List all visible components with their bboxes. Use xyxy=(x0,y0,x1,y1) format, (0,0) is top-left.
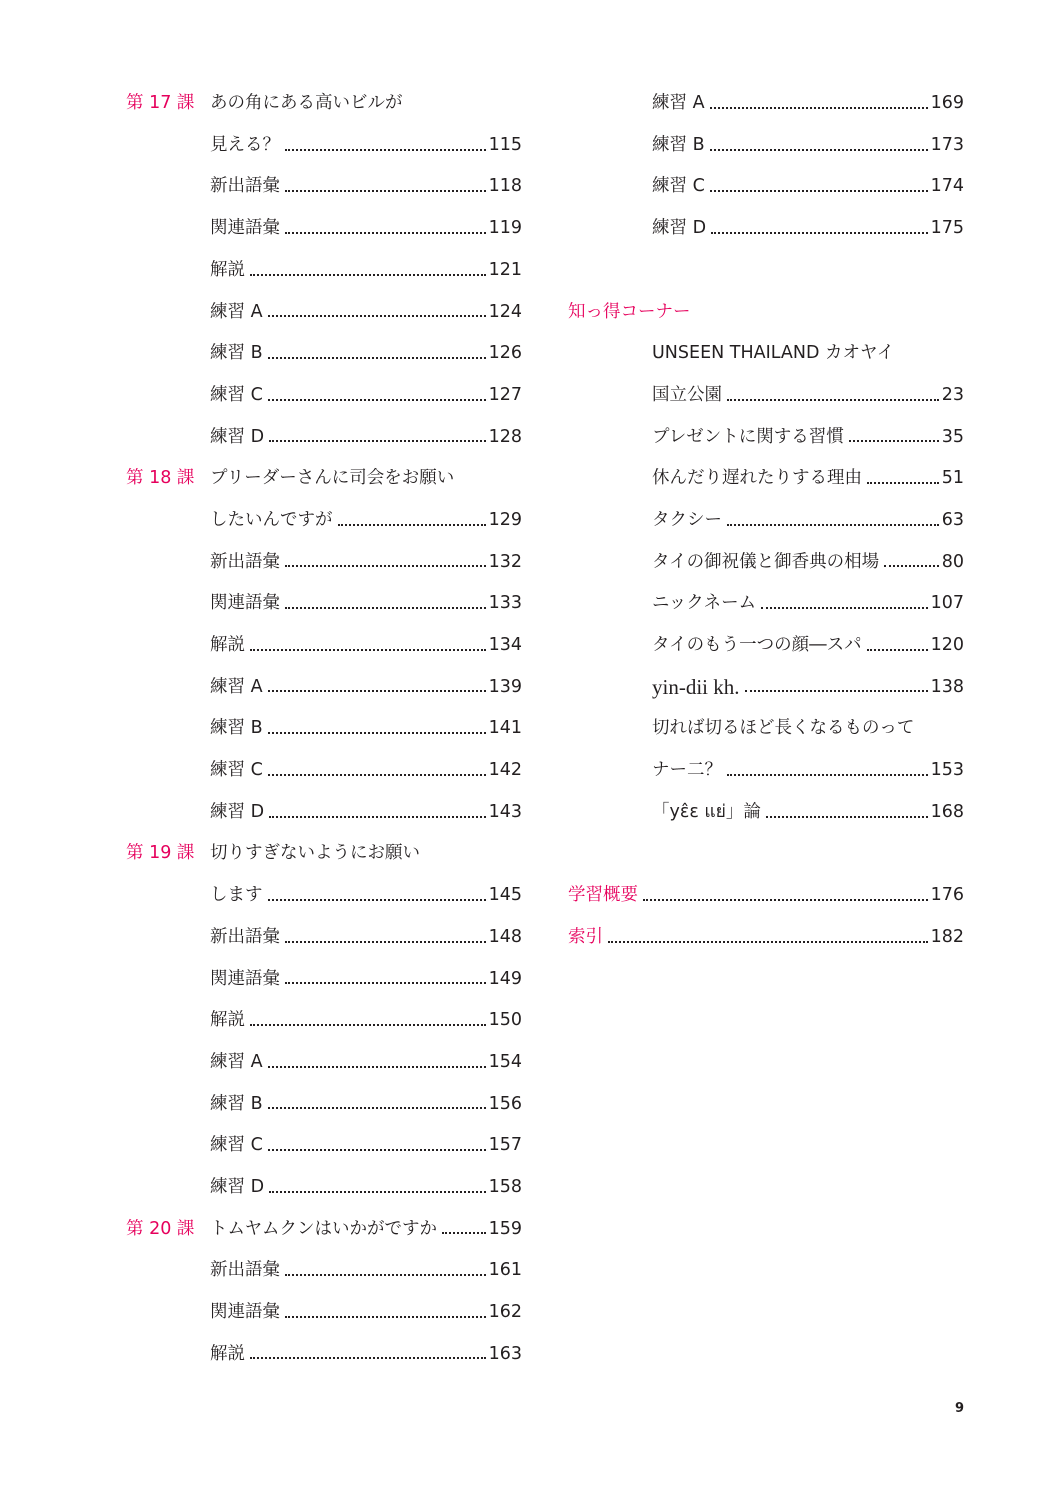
toc-label: 練習 D xyxy=(210,801,265,822)
toc-page: 159 xyxy=(488,1218,522,1239)
summary-label: 学習概要 xyxy=(568,885,638,906)
dot-leader xyxy=(268,774,486,776)
toc-label: プレゼントに関する習慣 xyxy=(652,426,844,447)
toc-entry[interactable] xyxy=(126,958,522,1000)
toc-page: 120 xyxy=(930,635,964,656)
toc-entry[interactable] xyxy=(568,583,964,625)
toc-page: 138 xyxy=(930,676,964,697)
toc-label: 「yɛ̂ɛ แย่」論 xyxy=(652,801,761,822)
toc-page: 153 xyxy=(930,760,964,781)
dot-leader xyxy=(250,274,486,276)
toc-label: 国立公園 xyxy=(652,384,722,405)
chapter-19-title-line2[interactable] xyxy=(126,875,522,917)
dot-leader xyxy=(285,941,486,943)
toc-page: 163 xyxy=(488,1343,522,1364)
chapter-20-title: トムヤムクンはいかがですか xyxy=(210,1218,437,1239)
toc-page: 154 xyxy=(488,1051,522,1072)
dot-leader xyxy=(727,774,928,776)
dot-leader xyxy=(711,232,928,234)
toc-entry[interactable] xyxy=(126,1000,522,1042)
dot-leader xyxy=(268,690,486,692)
toc-label: 関連語彙 xyxy=(210,593,280,614)
dot-leader xyxy=(766,816,928,818)
toc-page: 80 xyxy=(941,551,964,572)
toc-entry[interactable] xyxy=(126,1167,522,1209)
toc-label: 練習 A xyxy=(652,93,705,114)
dot-leader xyxy=(867,649,928,651)
dot-leader xyxy=(285,1274,486,1276)
chapter-18-title: プリーダーさんに司会をお願い xyxy=(210,468,455,489)
toc-entry[interactable] xyxy=(126,291,522,333)
toc-page: 127 xyxy=(488,384,522,405)
dot-leader xyxy=(442,1232,486,1234)
toc-page: 141 xyxy=(488,718,522,739)
chapter-18-number: 第 18 課 xyxy=(126,468,195,489)
toc-label: 練習 A xyxy=(210,1051,263,1072)
toc-entry[interactable] xyxy=(126,1334,522,1376)
toc-label: 解説 xyxy=(210,1010,245,1031)
toc-label: ナー二？ xyxy=(652,760,722,781)
dot-leader xyxy=(268,315,486,317)
toc-label: UNSEEN THAILAND カオヤイ xyxy=(652,343,895,364)
toc-entry[interactable] xyxy=(126,166,522,208)
toc-entry[interactable] xyxy=(126,208,522,250)
toc-entry[interactable] xyxy=(126,1042,522,1084)
page-number: 9 xyxy=(954,1401,964,1416)
chapter-17-title-line2[interactable] xyxy=(126,125,522,167)
dot-leader xyxy=(268,1107,486,1109)
toc-page: 145 xyxy=(488,885,522,906)
toc-page: 142 xyxy=(488,760,522,781)
dot-leader xyxy=(643,899,928,901)
toc-label: ニックネーム xyxy=(652,593,757,614)
toc-label: 練習 C xyxy=(210,384,263,405)
toc-page: 128 xyxy=(488,426,522,447)
toc-label: 練習 D xyxy=(210,1176,265,1197)
toc-entry[interactable] xyxy=(126,1125,522,1167)
toc-entry[interactable] xyxy=(568,417,964,459)
toc-entry[interactable] xyxy=(568,375,964,417)
dot-leader xyxy=(884,565,939,567)
toc-entry[interactable] xyxy=(126,917,522,959)
dot-leader xyxy=(269,1191,486,1193)
chapter-18-heading[interactable] xyxy=(126,458,522,500)
dot-leader xyxy=(285,1316,486,1318)
toc-label: します xyxy=(210,885,263,906)
toc-page: 139 xyxy=(488,676,522,697)
toc-label: したいんですが xyxy=(210,509,333,530)
chapter-17-number: 第 17 課 xyxy=(126,93,195,114)
toc-label: 練習 C xyxy=(210,760,263,781)
corner-heading-row xyxy=(568,291,964,333)
toc-entry[interactable] xyxy=(126,375,522,417)
dot-leader xyxy=(727,399,939,401)
toc-entry[interactable] xyxy=(126,1250,522,1292)
dot-leader xyxy=(269,440,486,442)
toc-label: 練習 B xyxy=(210,718,263,739)
toc-page: 176 xyxy=(930,885,964,906)
toc-entry[interactable] xyxy=(126,583,522,625)
dot-leader xyxy=(710,190,928,192)
toc-page: 63 xyxy=(941,509,964,530)
dot-leader xyxy=(727,524,939,526)
toc-entry[interactable] xyxy=(126,667,522,709)
toc-page: 148 xyxy=(488,926,522,947)
toc-page: 173 xyxy=(930,134,964,155)
dot-leader xyxy=(268,899,486,901)
toc-label: 練習 D xyxy=(210,426,265,447)
toc-entry[interactable] xyxy=(126,1292,522,1334)
toc-label: 練習 A xyxy=(210,676,263,697)
toc-label: タクシー xyxy=(652,509,722,530)
toc-entry[interactable] xyxy=(568,83,964,125)
dot-leader xyxy=(338,524,486,526)
toc-entry[interactable] xyxy=(126,625,522,667)
corner-heading: 知っ得コーナー xyxy=(568,301,691,322)
toc-entry[interactable] xyxy=(568,625,964,667)
toc-label: 新出語彙 xyxy=(210,551,280,572)
dot-leader xyxy=(285,565,486,567)
section-gap xyxy=(568,833,964,875)
toc-page: 174 xyxy=(930,176,964,197)
toc-entry[interactable] xyxy=(568,125,964,167)
toc-page: 150 xyxy=(488,1010,522,1031)
toc-entry[interactable] xyxy=(126,792,522,834)
dot-leader xyxy=(268,357,486,359)
toc-page: 121 xyxy=(488,259,522,280)
toc-label: 練習 D xyxy=(652,218,707,239)
toc-page: 182 xyxy=(930,926,964,947)
toc-page: 119 xyxy=(488,218,522,239)
chapter-17-title: あの角にある高いビルが xyxy=(210,93,403,114)
toc-entry[interactable] xyxy=(568,750,964,792)
toc-left-column xyxy=(126,83,522,1375)
toc-label: 新出語彙 xyxy=(210,176,280,197)
toc-page: 132 xyxy=(488,551,522,572)
dot-leader xyxy=(250,649,486,651)
toc-entry[interactable] xyxy=(126,333,522,375)
toc-label: タイのもう一つの顔―スパ xyxy=(652,635,862,656)
toc-page: 149 xyxy=(488,968,522,989)
index-entry[interactable] xyxy=(568,917,964,959)
toc-entry[interactable] xyxy=(126,250,522,292)
chapter-20-heading[interactable] xyxy=(126,1209,522,1251)
chapter-19-number: 第 19 課 xyxy=(126,843,195,864)
toc-entry[interactable] xyxy=(568,208,964,250)
toc-page: 162 xyxy=(488,1302,522,1323)
toc-entry[interactable] xyxy=(126,1084,522,1126)
toc-label: 練習 B xyxy=(210,343,263,364)
toc-entry[interactable] xyxy=(568,500,964,542)
corner-entry-line1[interactable] xyxy=(568,708,964,750)
dot-leader xyxy=(867,482,939,484)
dot-leader xyxy=(710,107,928,109)
dot-leader xyxy=(761,607,927,609)
toc-label: 切れば切るほど長くなるものって xyxy=(652,718,915,739)
toc-label: タイの御祝儀と御香典の相場 xyxy=(652,551,880,572)
dot-leader xyxy=(285,982,486,984)
toc-page: 169 xyxy=(930,93,964,114)
toc-label: 練習 B xyxy=(210,1093,263,1114)
toc-right-column xyxy=(568,83,964,958)
toc-label: 休んだり遅れたりする理由 xyxy=(652,468,862,489)
toc-label: 関連語彙 xyxy=(210,1302,280,1323)
toc-page: 35 xyxy=(941,426,964,447)
dot-leader xyxy=(285,607,486,609)
dot-leader xyxy=(250,1024,486,1026)
chapter-19-title: 切りすぎないようにお願い xyxy=(210,843,420,864)
chapter-20-number: 第 20 課 xyxy=(126,1218,195,1239)
toc-page: 175 xyxy=(930,218,964,239)
chapter-19-heading[interactable] xyxy=(126,833,522,875)
toc-label: 練習 C xyxy=(210,1135,263,1156)
toc-entry[interactable] xyxy=(568,667,964,709)
dot-leader xyxy=(269,816,486,818)
toc-page: 129 xyxy=(488,509,522,530)
toc-page: 157 xyxy=(488,1135,522,1156)
toc-label: 関連語彙 xyxy=(210,968,280,989)
toc-page: 168 xyxy=(930,801,964,822)
toc-label: 見える？ xyxy=(210,134,280,155)
toc-label: 新出語彙 xyxy=(210,1260,280,1281)
dot-leader xyxy=(268,399,486,401)
toc-page: 115 xyxy=(488,134,522,155)
toc-page: 126 xyxy=(488,343,522,364)
toc-entry[interactable] xyxy=(568,792,964,834)
toc-label: yin-dii kh. xyxy=(652,674,740,699)
toc-page: 118 xyxy=(488,176,522,197)
toc-entry[interactable] xyxy=(126,542,522,584)
toc-label: 解説 xyxy=(210,1343,245,1364)
toc-page: 107 xyxy=(930,593,964,614)
dot-leader xyxy=(285,149,486,151)
dot-leader xyxy=(745,690,928,692)
dot-leader xyxy=(250,1357,486,1359)
dot-leader xyxy=(285,190,486,192)
index-label: 索引 xyxy=(568,926,603,947)
toc-page: 124 xyxy=(488,301,522,322)
toc-label: 解説 xyxy=(210,259,245,280)
toc-label: 関連語彙 xyxy=(210,218,280,239)
toc-label: 練習 C xyxy=(652,176,705,197)
toc-entry[interactable] xyxy=(568,458,964,500)
toc-label: 練習 A xyxy=(210,301,263,322)
dot-leader xyxy=(608,941,928,943)
toc-page: 51 xyxy=(941,468,964,489)
dot-leader xyxy=(710,149,928,151)
toc-entry[interactable] xyxy=(126,417,522,459)
section-gap xyxy=(568,250,964,292)
toc-page: 156 xyxy=(488,1093,522,1114)
toc-page: 158 xyxy=(488,1176,522,1197)
toc-page: 23 xyxy=(941,384,964,405)
toc-label: 解説 xyxy=(210,635,245,656)
dot-leader xyxy=(268,1066,486,1068)
toc-label: 新出語彙 xyxy=(210,926,280,947)
chapter-18-title-line2[interactable] xyxy=(126,500,522,542)
dot-leader xyxy=(849,440,939,442)
toc-entry[interactable] xyxy=(126,708,522,750)
toc-entry[interactable] xyxy=(568,166,964,208)
toc-entry[interactable] xyxy=(126,750,522,792)
toc-page: 133 xyxy=(488,593,522,614)
corner-entry-line1[interactable] xyxy=(568,333,964,375)
dot-leader xyxy=(268,732,486,734)
toc-page: 143 xyxy=(488,801,522,822)
dot-leader xyxy=(285,232,486,234)
toc-label: 練習 B xyxy=(652,134,705,155)
chapter-17-heading[interactable] xyxy=(126,83,522,125)
toc-page: 134 xyxy=(488,635,522,656)
summary-entry[interactable] xyxy=(568,875,964,917)
toc-entry[interactable] xyxy=(568,542,964,584)
toc-page: 161 xyxy=(488,1260,522,1281)
dot-leader xyxy=(268,1149,486,1151)
